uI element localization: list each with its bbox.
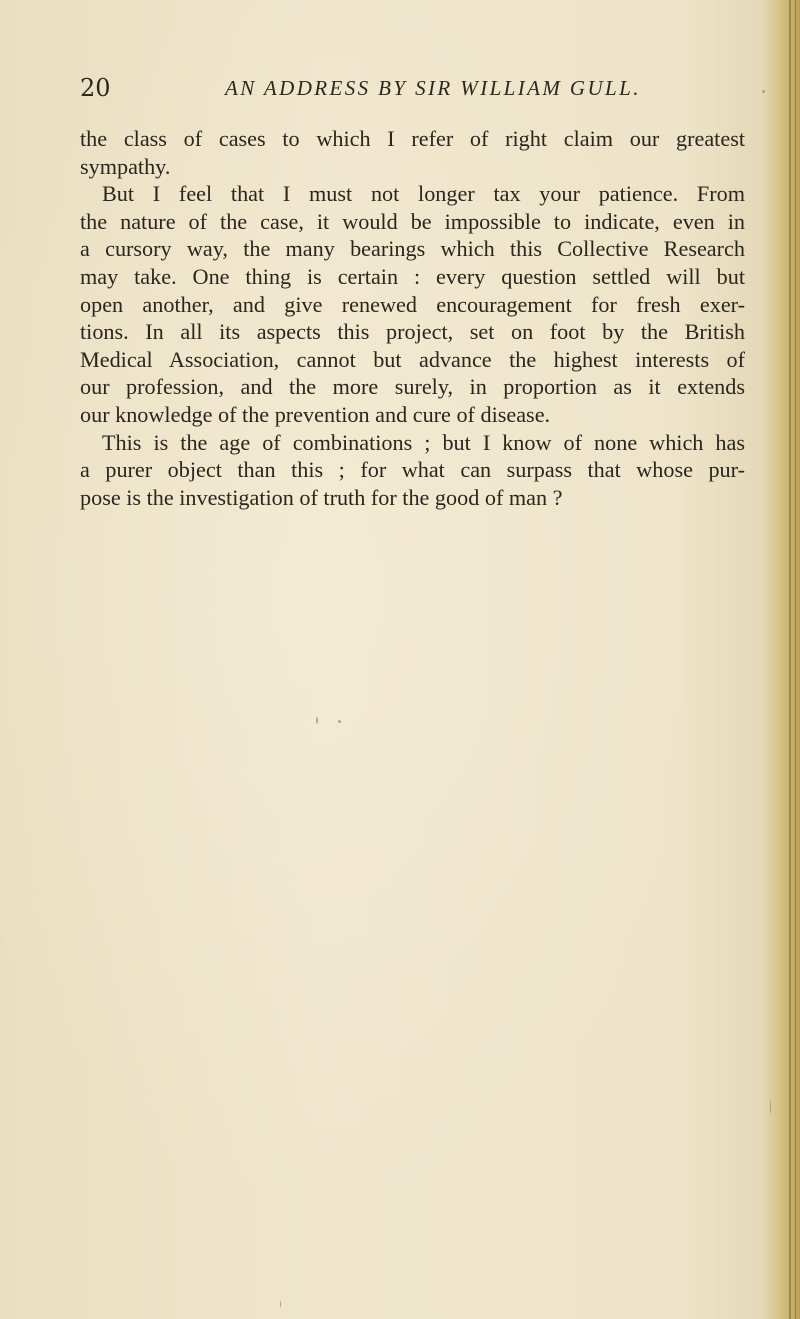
text-line: open another, and give renewed encouragement for fresh exer- [80,291,745,317]
text-line: pose is the investigation of truth for the good of man ? [80,484,563,510]
text-line: But I feel that I must not longer tax your patience. From [102,181,745,207]
text-line: tions. In all its aspects this project, set on foot by the British [80,319,745,345]
text-line: a cursory way, the many bearings which this Collective Research [80,236,745,262]
text-line: sympathy. [80,153,171,179]
page-edge-line [789,0,791,1319]
paper-speck [762,90,765,93]
paragraph [80,125,745,180]
page-edge-line-outer [795,0,796,1319]
text-line: the nature of the case, it would be impossible to indicate, even in [80,208,745,234]
page-header [80,74,740,108]
text-line: Medical Association, cannot but advance the highest interests of [80,346,745,372]
page-number: 20 [80,74,111,102]
running-head: AN ADDRESS BY SIR WILLIAM GULL. [225,76,641,100]
body-text [80,125,745,511]
text-line: our knowledge of the prevention and cure of disease. [80,401,551,427]
paragraph [80,429,745,512]
text-line: a purer object than this ; for what can surpass that whose pur- [80,457,745,483]
text-line: our profession, and the more surely, in proportion as it extends [80,374,745,400]
paper-speck [770,1100,771,1114]
text-line: may take. One thing is certain : every question settled will but [80,263,745,289]
paragraph [80,180,745,428]
paper-speck [280,1300,281,1308]
paper-speck [316,717,318,724]
text-line: the class of cases to which I refer of right claim our greatest [80,126,745,151]
text-line: This is the age of combinations ; but I know of none which has [102,429,745,455]
paper-speck [338,720,341,723]
